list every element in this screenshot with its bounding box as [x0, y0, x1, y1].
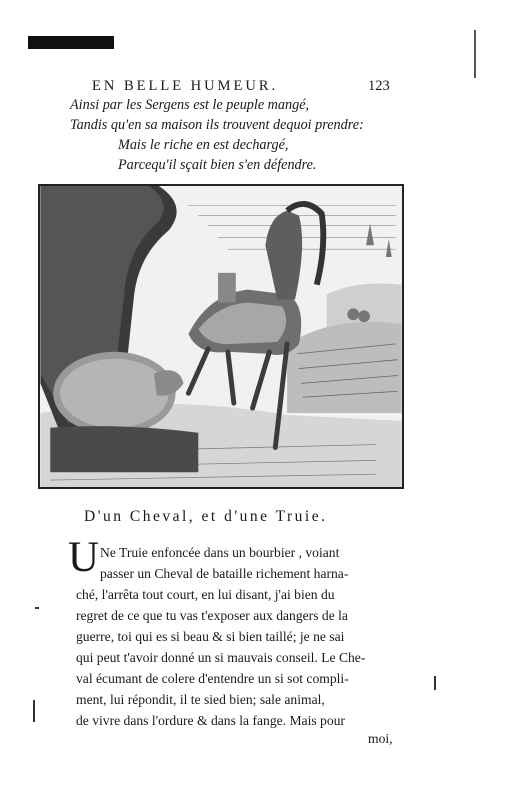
margin-mark: [434, 676, 436, 690]
drop-cap: U: [68, 534, 100, 581]
body-line: de vivre dans l'ordure & dans la fange. Mais pour: [76, 713, 345, 728]
page-number: 123: [368, 78, 390, 94]
body-line: Ne Truie enfoncée dans un bourbier , voiant: [100, 545, 340, 560]
redaction-bar: [28, 36, 114, 49]
fable-title: D'un Cheval, et d'une Truie.: [84, 508, 328, 525]
body-line: regret de ce que tu vas t'exposer aux dangers de la: [76, 608, 348, 623]
margin-mark: [35, 607, 39, 609]
verse-line: Parcequ'il sçait bien s'en défendre.: [118, 157, 317, 173]
body-line: ché, l'arrêta tout court, en lui disant, j'ai bien du: [76, 587, 335, 602]
page-edge-line: [474, 30, 476, 78]
running-head: EN BELLE HUMEUR.: [92, 78, 279, 94]
engraving-illustration: [38, 184, 404, 489]
verse-line: Ainsi par les Sergens est le peuple mangé,: [70, 97, 310, 113]
verse-line: Mais le riche en est dechargé,: [118, 137, 289, 153]
body-line: val écumant de colere d'entendre un si sot compli-: [76, 671, 349, 686]
catchword: moi,: [368, 731, 393, 746]
body-line: passer un Cheval de bataille richement harna-: [100, 566, 349, 581]
margin-mark: [33, 700, 35, 722]
body-line: ment, lui répondit, il te sied bien; sale animal,: [76, 692, 325, 707]
body-line: guerre, toi qui es si beau & si bien taillé; je ne sai: [76, 629, 345, 644]
body-line: qui peut t'avoir donné un si mauvais conseil. Le Che-: [76, 650, 366, 665]
verse-line: Tandis qu'en sa maison ils trouvent dequoi prendre:: [70, 117, 364, 133]
